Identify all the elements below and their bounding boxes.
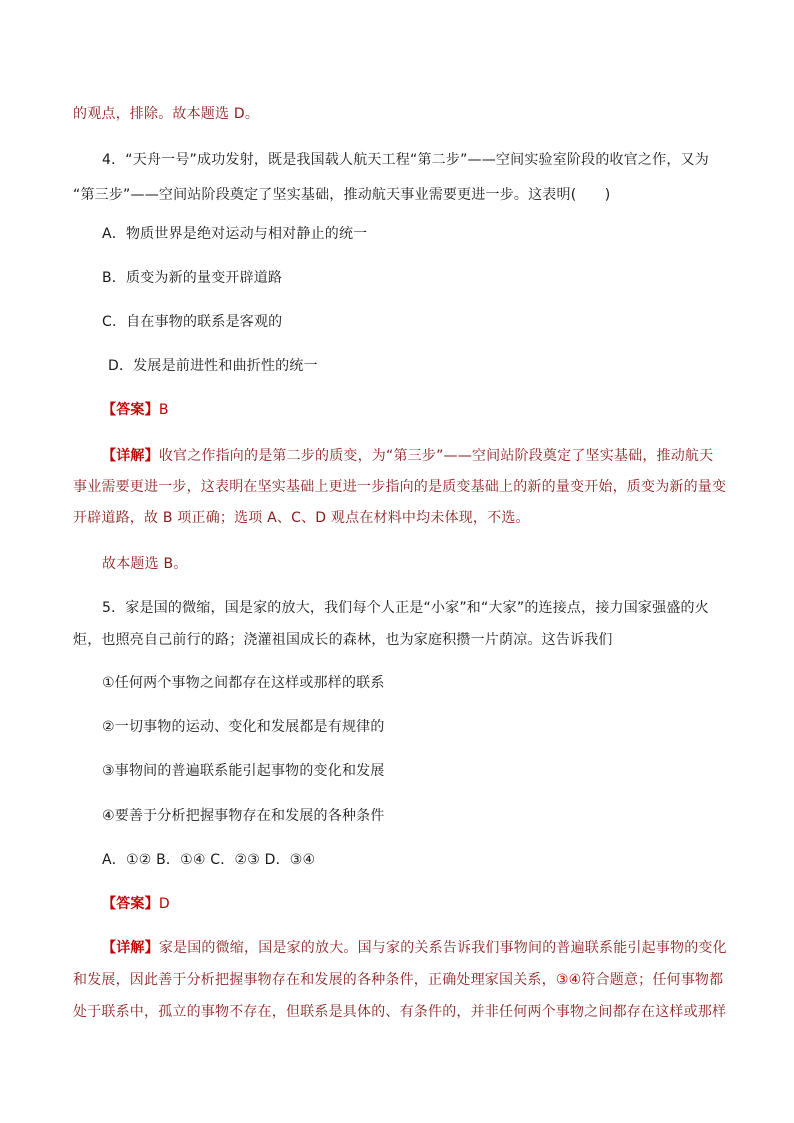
answer-value: D (158, 896, 170, 912)
question-5-choices: A．①② B．①④ C．②③ D．③④ (102, 852, 316, 868)
question-4-option-c: C．自在事物的联系是客观的 (102, 314, 283, 330)
question-4-stem-line-2: “第三步”——空间站阶段奠定了坚实基础，推动航天事业需要更进一步。这表明( ) (73, 187, 611, 203)
question-4-answer (102, 400, 169, 420)
question-5-answer (102, 894, 170, 914)
question-4-detail-line-2: 事业需要更进一步，这表明在坚实基础上更进一步指向的是质变基础上的新的量变开始，质变为新的量变 (73, 479, 727, 495)
question-5-statement-3: ③事物间的普遍联系能引起事物的变化和发展 (102, 763, 385, 779)
detail-text: 和发展，因此善于分析把握事物存在和发展的各种条件，正确处理家国关系， (73, 972, 556, 988)
question-4-conclusion: 故本题选 B。 (102, 556, 188, 572)
question-5-detail-line-1 (102, 938, 727, 958)
previous-answer-tail: 的观点，排除。故本题选 D。 (73, 106, 260, 122)
answer-label: 【答案】 (102, 896, 159, 912)
question-5-stem-line-2: 炬，也照亮自己前行的路；浇灌祖国成长的森林，也为家庭积攒一片荫凉。这告诉我们 (73, 632, 613, 648)
question-4-option-a: A．物质世界是绝对运动与相对静止的统一 (102, 226, 368, 242)
question-5-detail-line-2 (73, 970, 723, 990)
highlighted-choice: ③④ (555, 972, 582, 988)
question-5-statement-4: ④要善于分析把握事物存在和发展的各种条件 (102, 808, 385, 824)
question-4-detail-line-1 (102, 446, 713, 466)
answer-label: 【答案】 (102, 402, 159, 418)
question-5-detail-line-3: 处于联系中，孤立的事物不存在，但联系是具体的、有条件的，并非任何两个事物之间都存在这样或那样 (73, 1004, 727, 1020)
question-4-option-d: D．发展是前进性和曲折性的统一 (108, 358, 318, 374)
question-5-statement-1: ①任何两个事物之间都存在这样或那样的联系 (102, 675, 385, 691)
question-5-statement-2: ②一切事物的运动、变化和发展都是有规律的 (102, 719, 385, 735)
question-4-detail-line-3: 开辟道路，故 B 项正确；选项 A、C、D 观点在材料中均未体现，不选。 (73, 510, 530, 526)
detail-text: 符合题意；任何事物都 (581, 972, 724, 988)
detail-text: 收官之作指向的是第二步的质变，为“第三步”——空间站阶段奠定了坚实基础，推动航天 (158, 448, 714, 464)
detail-label: 【详解】 (102, 940, 159, 956)
detail-label: 【详解】 (102, 448, 159, 464)
question-4-stem-line-1: 4．“天舟一号”成功发射，既是我国载人航天工程“第二步”——空间实验室阶段的收官之作，又为 (102, 152, 709, 168)
question-5-stem-line-1: 5．家是国的微缩，国是家的放大，我们每个人正是“小家”和“大家”的连接点，接力国家强盛的火 (102, 600, 709, 616)
question-4-option-b: B．质变为新的量变开辟道路 (102, 270, 283, 286)
detail-text: 家是国的微缩，国是家的放大。国与家的关系告诉我们事物间的普遍联系能引起事物的变化 (158, 940, 727, 956)
answer-value: B (158, 402, 169, 418)
